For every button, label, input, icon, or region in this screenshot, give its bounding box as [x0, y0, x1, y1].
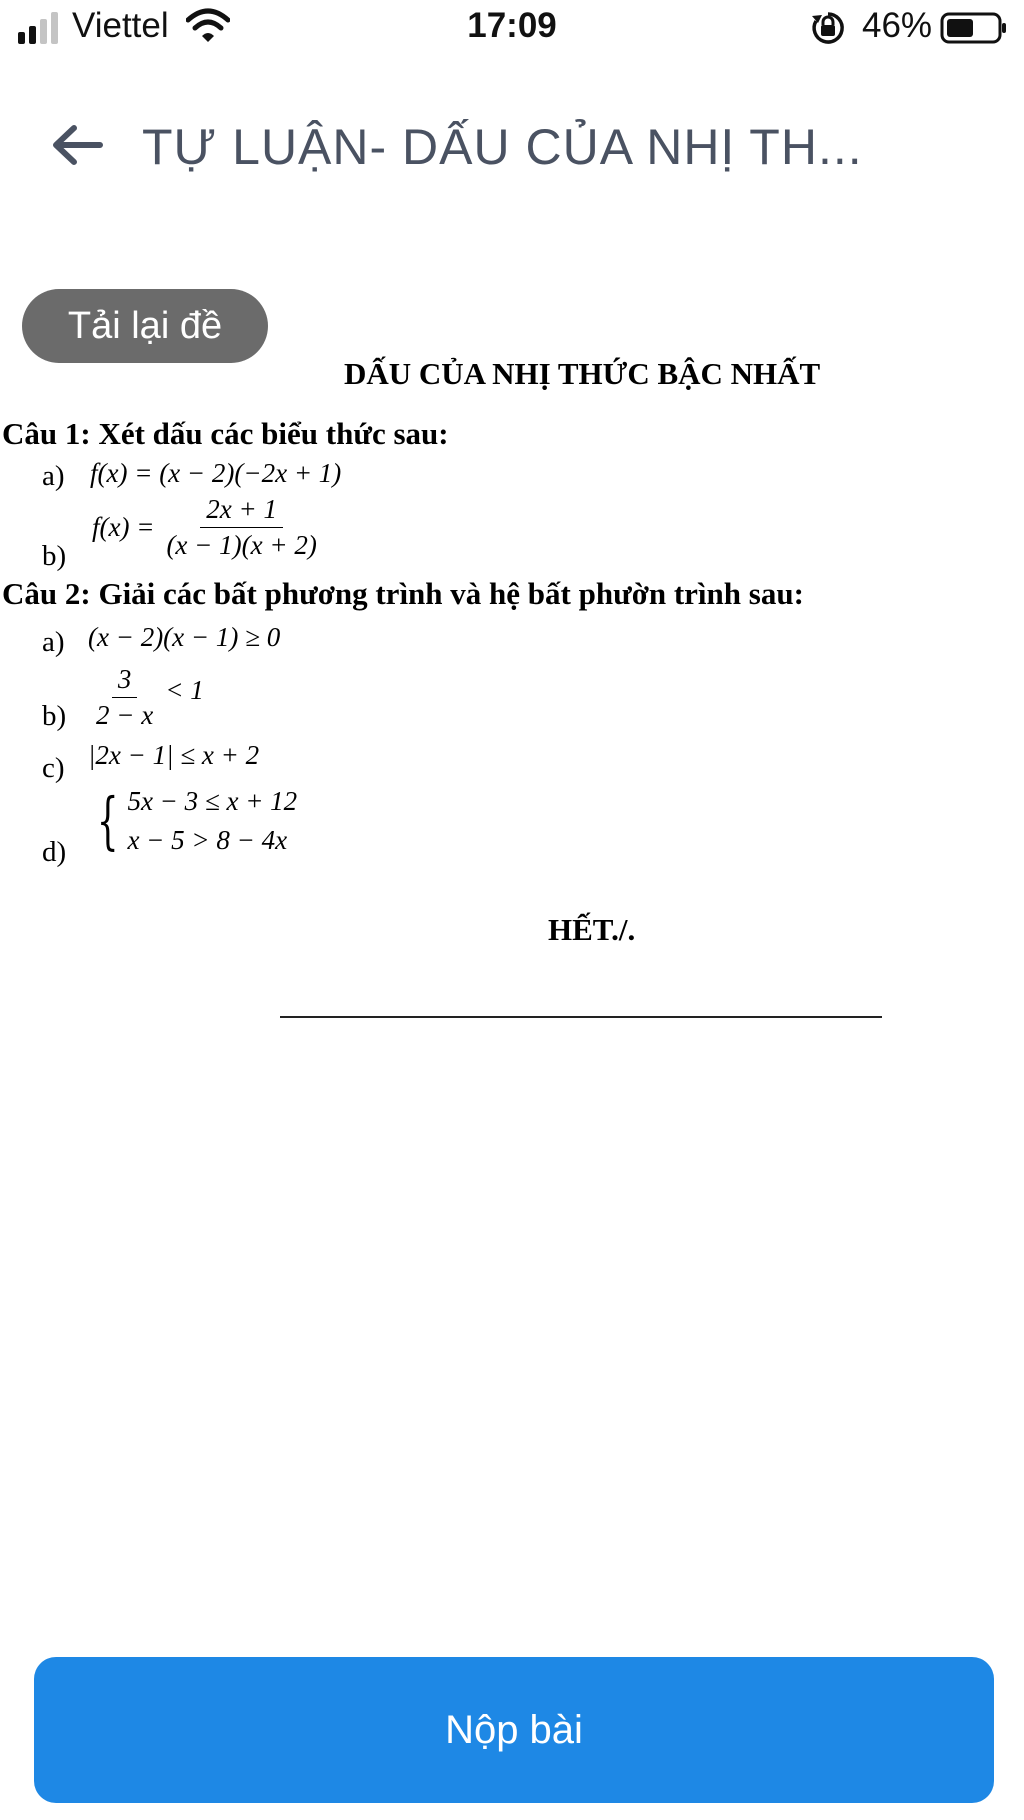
q2-b-expression	[90, 664, 204, 731]
battery-percent: 46%	[862, 6, 933, 45]
q2-a-label: a)	[42, 626, 65, 658]
end-marker: HẾT./.	[548, 912, 636, 947]
q1-b-label: b)	[42, 540, 67, 572]
q2-c-label: c)	[42, 752, 65, 784]
q2-d-label: d)	[42, 836, 67, 868]
carrier-name: Viettel	[72, 6, 169, 45]
q2-b-fraction	[90, 664, 159, 731]
q1-a-expression: f(x) = (x − 2)(−2x + 1)	[90, 458, 342, 488]
q2-d-system	[88, 786, 297, 856]
q2-b-label: b)	[42, 700, 67, 732]
divider	[280, 1016, 882, 1018]
battery-icon	[940, 12, 1008, 44]
q1-b-expression	[92, 494, 323, 561]
status-bar	[0, 0, 1024, 58]
q1-b-denominator: (x − 1)(x + 2)	[166, 530, 317, 560]
q1-b-fraction	[160, 494, 322, 561]
submit-button[interactable]: Nộp bài	[34, 1657, 994, 1803]
q2-d-line-2: x − 5 > 8 − 4x	[127, 825, 288, 855]
q2-b-rhs: < 1	[165, 675, 204, 705]
question-2-heading: Câu 2: Giải các bất phương trình và hệ bất phườn trình sau:	[2, 576, 804, 611]
q1-b-lhs: f(x) =	[92, 512, 155, 542]
q2-b-denominator: 2 − x	[96, 700, 154, 730]
question-1-heading: Câu 1: Xét dấu các biểu thức sau:	[2, 416, 449, 451]
page-title: TỰ LUẬN- DẤU CỦA NHỊ TH...	[142, 119, 863, 175]
document-title: DẤU CỦA NHỊ THỨC BẬC NHẤT	[344, 356, 821, 391]
q2-d-line-1: 5x − 3 ≤ x + 12	[127, 786, 298, 816]
q2-b-numerator: 3	[112, 664, 138, 698]
q2-a-expression: (x − 2)(x − 1) ≥ 0	[88, 622, 281, 652]
q2-c-expression: |2x − 1| ≤ x + 2	[88, 740, 260, 770]
arrow-left-icon[interactable]	[50, 122, 104, 168]
q1-a-label: a)	[42, 460, 65, 492]
reload-exam-button[interactable]: Tải lại đề	[22, 289, 268, 363]
clock-time: 17:09	[467, 6, 557, 45]
orientation-lock-icon	[810, 10, 846, 46]
q1-b-numerator: 2x + 1	[200, 494, 283, 528]
system-brace: {	[96, 784, 119, 857]
